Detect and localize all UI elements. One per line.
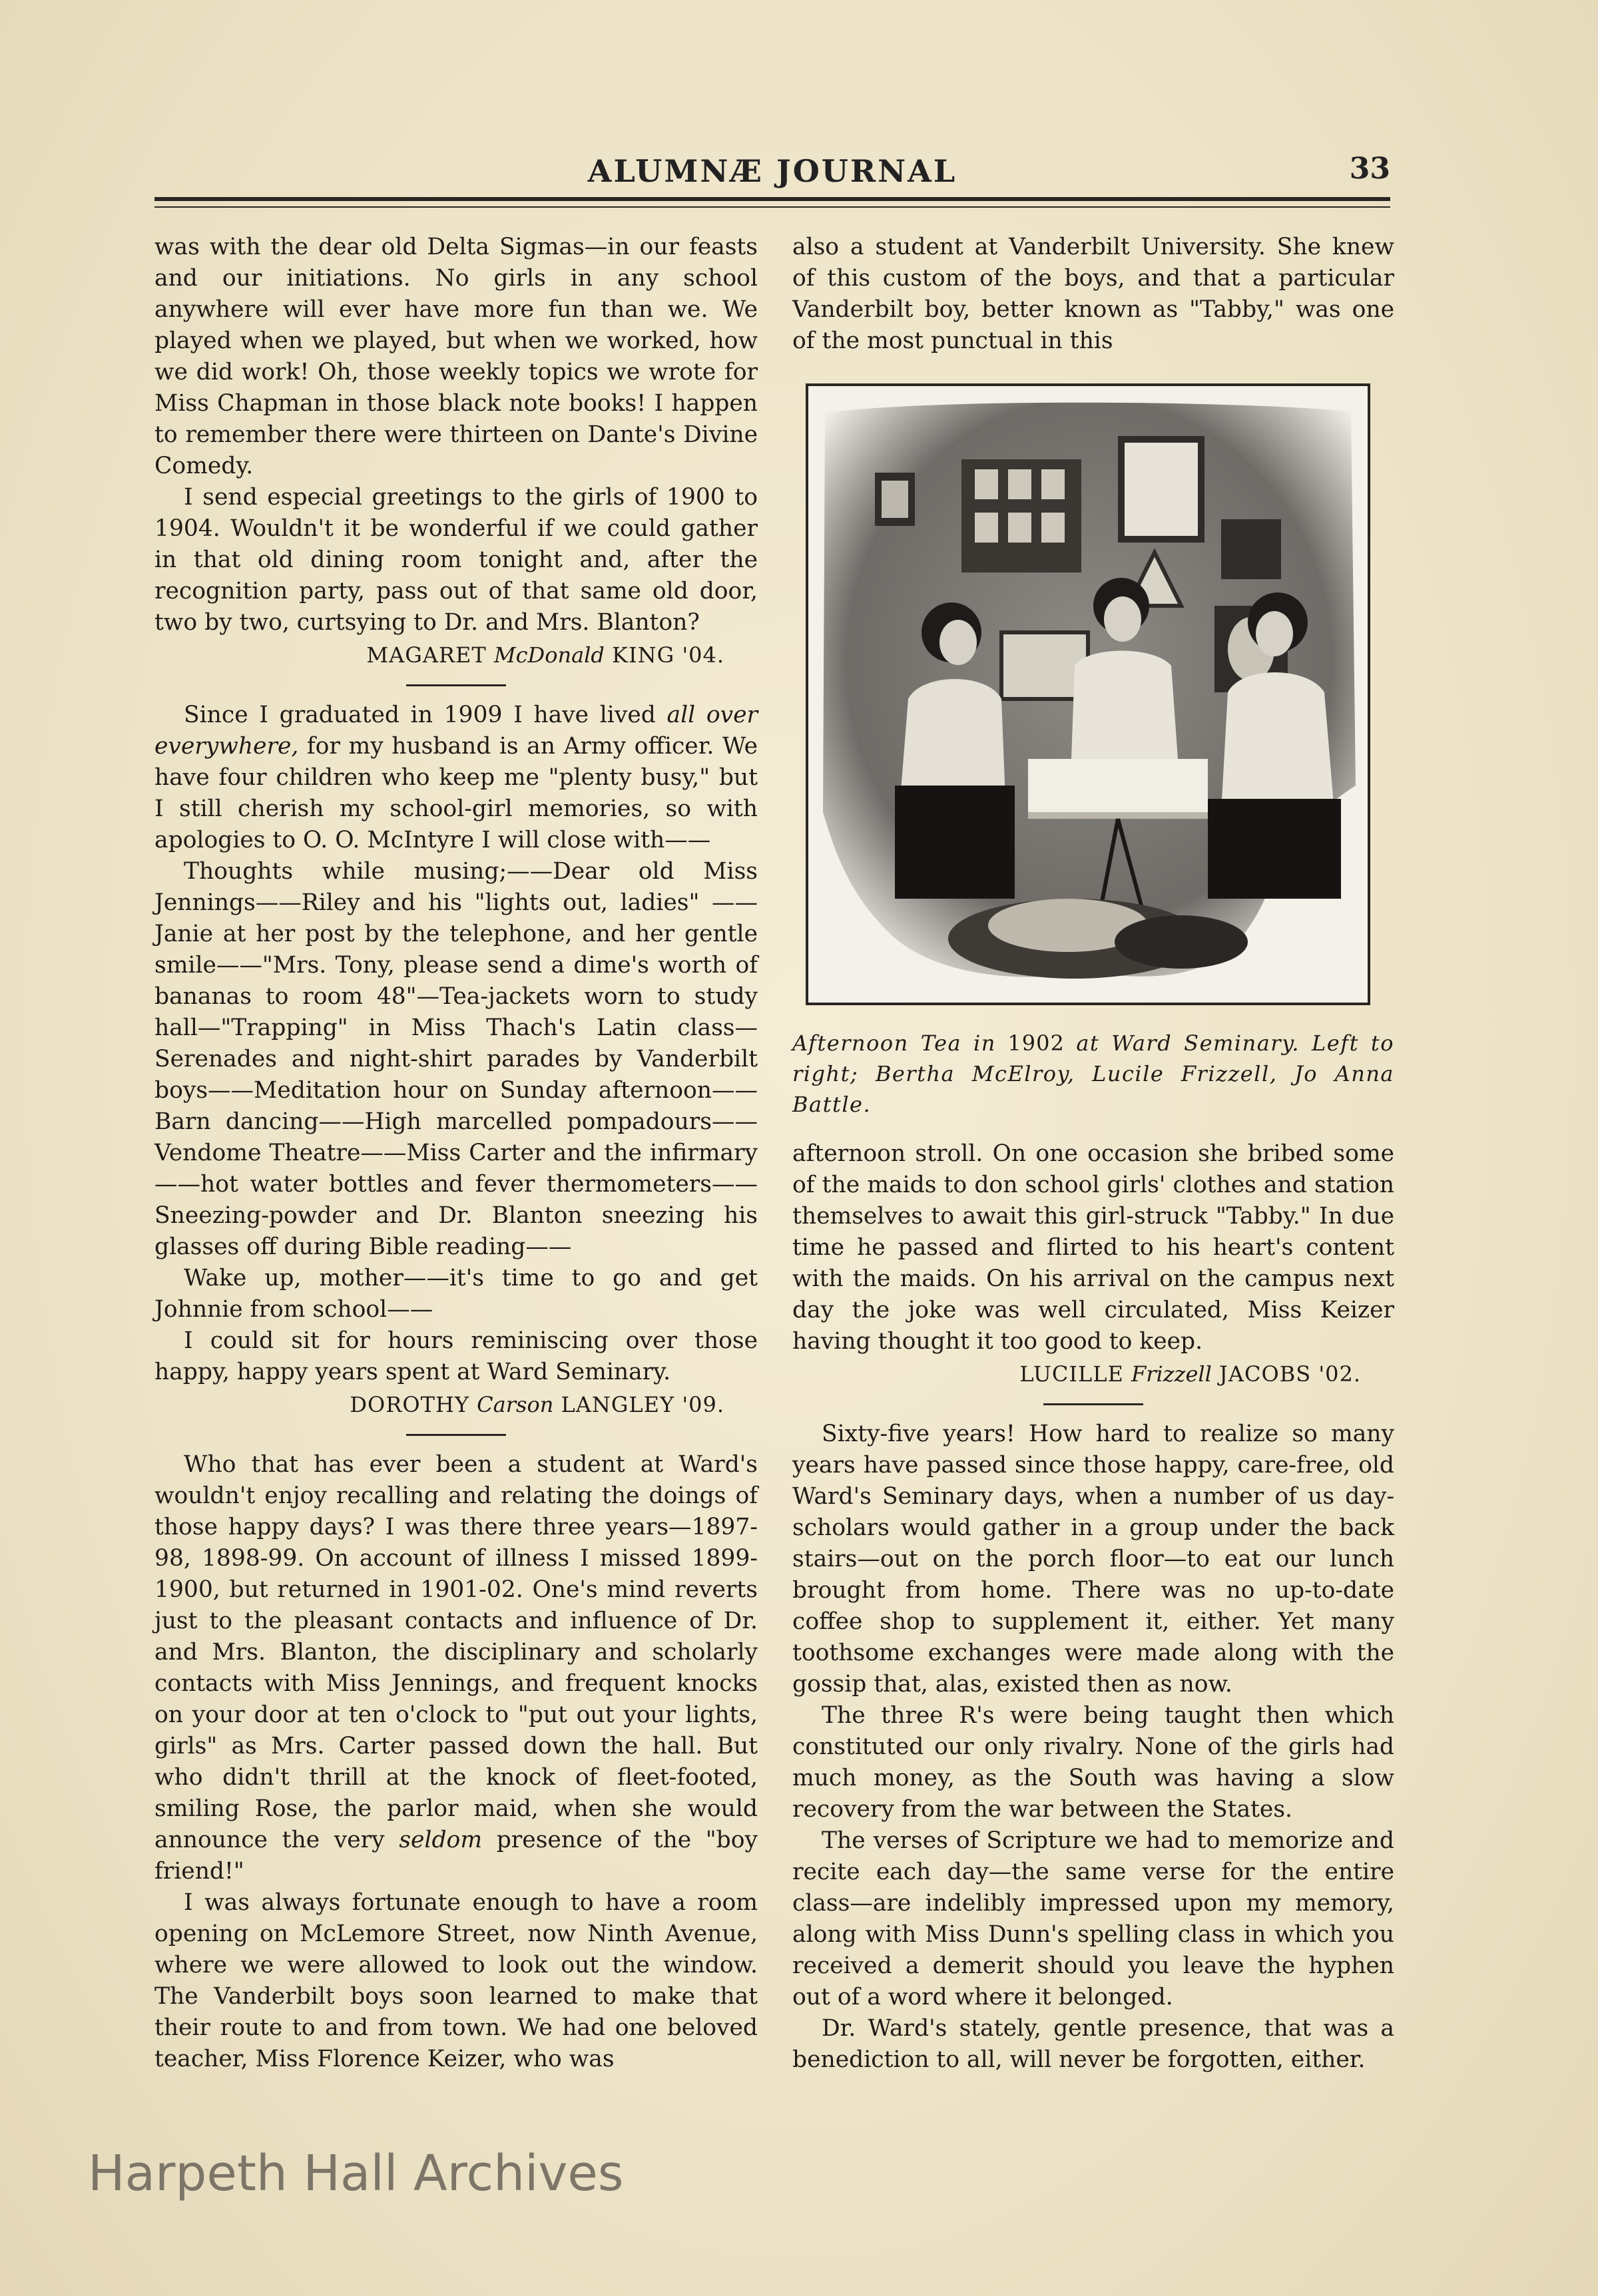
archive-watermark: Harpeth Hall Archives [88,2145,624,2202]
paragraph: afternoon stroll. On one occasion she bribed some of the maids to don school girls' clothes and station themselves to await this girl-struck "Tabby." In due time he passed and flirted to his heart's content with the maids. On his arrival on the campus next day the joke was well circulated, Miss Keizer having thought it too good to keep. [792,1140,1394,1355]
header-rule [154,197,1390,201]
page-header [154,148,1390,194]
signature-king: MAGARET McDonald KING '04. [366,642,724,668]
paragraph: also a student at Vanderbilt University. She knew of this custom of the boys, and that a particular Vanderbilt boy, better known as "Tabby," was one of the most punctual in this [792,234,1394,354]
section-divider [406,1434,506,1436]
paragraph: The verses of Scripture we had to memorize and recite each day—the same verse for the entire class—are indelibly impressed upon my memory, along with Miss Dunn's spelling class in which you received a demerit should you leave the hyphen out of a word where it belonged. [792,1827,1394,2010]
signature-jacobs: LUCILLE Frizzell JACOBS '02. [1019,1361,1361,1387]
paragraph: was with the dear old Delta Sigmas—in our feasts and our initiations. No girls in any school anywhere will ever have more fun than we. We played when we played, but when we worked, how we did work! Oh, those weekly topics we wrote for Miss Chapman in those black note books! I happen to remember there were thirteen on Dante's Divine Comedy. [154,234,758,479]
paragraph: I could sit for hours reminiscing over those happy, happy years spent at Ward Seminary. [154,1327,758,1385]
section-divider [1043,1403,1143,1405]
section-divider [406,684,506,686]
paragraph: Wake up, mother——it's time to go and get Johnnie from school—— [154,1265,758,1323]
paragraph: Thoughts while musing;——Dear old Miss Jennings——Riley and his "lights out, ladies" ——Janie at her post by the telephone, and her gentle smile——"Mrs. Tony, please send a dime's worth of bananas to room 48"—Tea-jackets worn to study hall—"Trapping" in Miss Thach's Latin class—Serenades and night-shirt parades by Vanderbilt boys——Meditation hour on Sunday afternoon——Barn dancing——High marcelled pompadours——Vendome Theatre——Miss Carter and the infirmary——hot water bottles and fever thermometers——Sneezing-powder and Dr. Blanton sneezing his glasses off during Bible reading—— [154,858,758,1260]
running-title: ALUMNÆ JOURNAL [587,153,957,189]
paragraph: Sixty-five years! How hard to realize so many years have passed since those happy, care-free, old Ward's Seminary days, when a number of us day-scholars would gather in a group under the back stairs—out on the porch floor—to eat our lunch brought from home. There was no up-to-date coffee shop to supplement it, either. Yet many toothsome exchanges were made along with the gossip that, alas, existed then as now. [792,1421,1394,1698]
paragraph: I was always fortunate enough to have a room opening on McLemore Street, now Ninth Avenue, where we were allowed to look out the window. The Vanderbilt boys soon learned to make that their route to and from town. We had one beloved teacher, Miss Florence Keizer, who was [154,1889,758,2072]
right-column [792,232,1394,2076]
paragraph: Who that has ever been a student at Ward's wouldn't enjoy recalling and relating the doings of those happy days? I was there three years—1897-98, 1898-99. On account of illness I missed 1899-1900, but returned in 1901-02. One's mind reverts just to the pleasant contacts and influence of Dr. and Mrs. Blanton, the disciplinary and scholarly contacts with Miss Jennings, and frequent knocks on your door at ten o'clock to "put out your lights, girls" as Mrs. Carter passed down the hall. But who didn't thrill at the knock of fleet-footed, smiling Rose, the parlor maid, when she would announce the very seldom presence of the "boy friend!" [154,1451,758,1885]
header-rule-thin [154,206,1390,208]
photo-caption: Afternoon Tea in 1902 at Ward Seminary. Left to right; Bertha McElroy, Lucile Frizzell, Jo Anna Battle. [792,1031,1395,1117]
paragraph: The three R's were being taught then which constituted our only rivalry. None of the girls had much money, as the South was having a slow recovery from the war between the States. [792,1702,1394,1823]
paragraph: I send especial greetings to the girls of 1900 to 1904. Wouldn't it be wonderful if we could gather in that old dining room tonight and, after the recognition party, pass out of that same old door, two by two, curtsying to Dr. and Mrs. Blanton? [154,484,758,636]
photo-illustration [808,386,1368,1003]
page-number: 33 [1349,152,1390,186]
photograph-afternoon-tea [806,383,1370,1005]
left-column [154,232,758,2075]
paragraph: Since I graduated in 1909 I have lived all over everywhere, for my husband is an Army officer. We have four children who keep me "plenty busy," but I still cherish my school-girl memories, so with apologies to O. O. McIntyre I will close with—— [154,702,758,853]
signature-langley: DOROTHY Carson LANGLEY '09. [350,1392,724,1417]
paragraph: Dr. Ward's stately, gentle presence, that was a benediction to all, will never be forgotten, either. [792,2015,1394,2073]
